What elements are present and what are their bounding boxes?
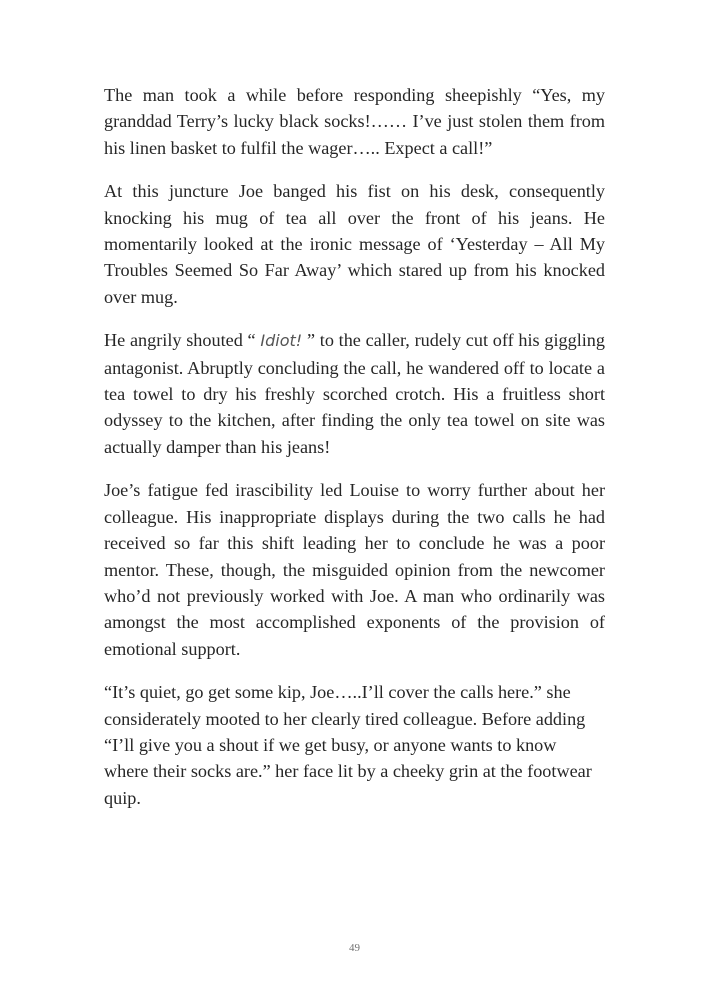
page-body bbox=[104, 82, 605, 828]
paragraph-3-before: He angrily shouted “ bbox=[104, 330, 261, 351]
page-number: 49 bbox=[349, 942, 360, 954]
paragraph-5: “It’s quiet, go get some kip, Joe…..I’ll cover the calls here.” she considerately mooted to her clearly tired colleague. Before adding “I’ll give you a shout if we get busy, or anyone wants to know where their socks are.” her face lit by a cheeky grin at the footwear quip. bbox=[104, 682, 592, 808]
paragraph-3 bbox=[104, 327, 605, 460]
paragraph-3-after: ” to the caller, rudely cut off his giggling antagonist. Abruptly concluding the call, he wandered off to locate a tea towel to dry his freshly scorched crotch. His a fruitless short odyssey to the kitchen, after finding the only tea towel on site was actually damper than his jeans! bbox=[104, 330, 605, 457]
idiot-quote: Idiot! bbox=[260, 331, 303, 351]
paragraph-1: The man took a while before responding sheepishly “Yes, my granddad Terry’s lucky black socks!…… I’ve just stolen them from his linen basket to fulfil the wager….. Expect a call!” bbox=[104, 85, 605, 158]
paragraph-2: At this juncture Joe banged his fist on his desk, consequently knocking his mug of tea all over the front of his jeans. He momentarily looked at the ironic message of ‘Yesterday – All My Troubles Seemed So Far Away’ which stared up from his knocked over mug. bbox=[104, 181, 605, 307]
paragraph-4: Joe’s fatigue fed irascibility led Louise to worry further about her colleague. His inappropriate displays during the two calls he had received so far this shift leading her to conclude he was a poor mentor. These, though, the misguided opinion from the newcomer who’d not previously worked with Joe. A man who ordinarily was amongst the most accomplished exponents of the provision of emotional support. bbox=[104, 480, 605, 659]
